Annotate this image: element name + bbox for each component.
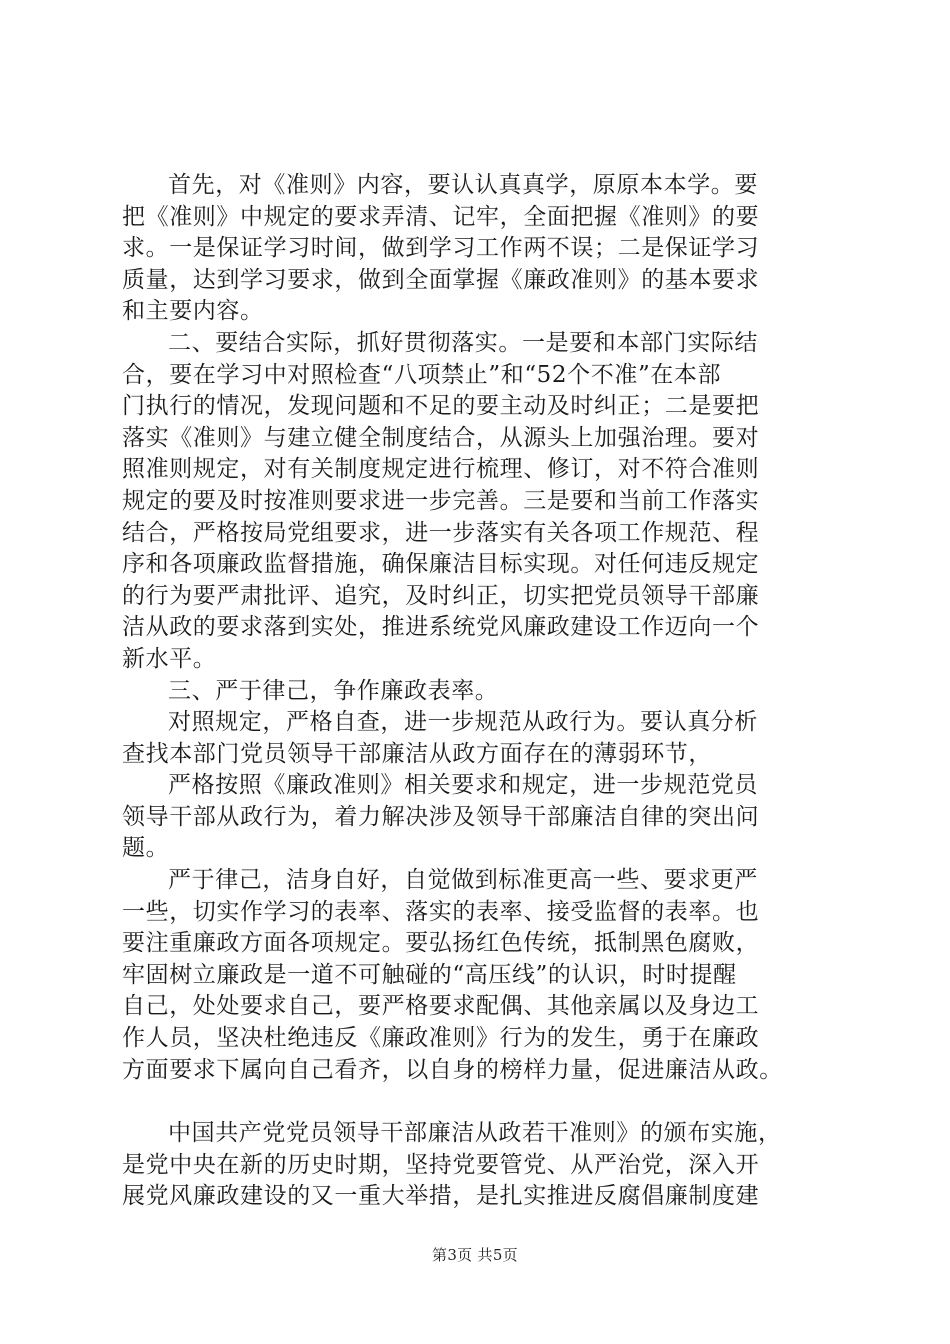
- paragraph-gap: [122, 1086, 832, 1118]
- paragraph-line: 自己，处处要求自己，要严格要求配偶、其他亲属以及身边工: [122, 993, 760, 1020]
- paragraph-line: 严于律己，洁身自好，自觉做到标准更高一些、要求更严: [168, 867, 758, 894]
- paragraph-line: 领导干部从政行为，着力解决涉及领导干部廉洁自律的突出问: [122, 803, 760, 830]
- paragraph-line: 求。一是保证学习时间，做到学习工作两不误；二是保证学习: [122, 235, 760, 262]
- paragraph-line: 展党风廉政建设的又一重大举措，是扎实推进反腐倡廉制度建: [122, 1183, 760, 1210]
- paragraph-line: 和主要内容。: [122, 298, 264, 325]
- page-number-label: 第3页 共5页: [432, 1246, 518, 1264]
- paragraph-line: 是党中央在新的历史时期，坚持党要管党、从严治党，深入开: [122, 1151, 760, 1178]
- paragraph-line: 要注重廉政方面各项规定。要弘扬红色传统，抵制黑色腐败，: [122, 930, 760, 957]
- paragraph-line: 把《准则》中规定的要求弄清、记牢，全面把握《准则》的要: [122, 203, 760, 230]
- paragraph-line: 方面要求下属向自己看齐，以自身的榜样力量，促进廉洁从政。: [122, 1056, 783, 1083]
- paragraph-line: 结合，严格按局党组要求，进一步落实有关各项工作规范、程: [122, 519, 760, 546]
- paragraph-line: 首先，对《准则》内容，要认认真真学，原原本本学。要: [168, 172, 758, 198]
- paragraph-line: 一些，切实作学习的表率、落实的表率、接受监督的表率。也: [122, 898, 760, 925]
- paragraph-line: 洁从政的要求落到实处，推进系统党风廉政建设工作迈向一个: [122, 614, 760, 641]
- paragraph-line: 的行为要严肃批评、追究，及时纠正，切实把党员领导干部廉: [122, 582, 760, 609]
- paragraph-line: 牢固树立廉政是一道不可触碰的“高压线”的认识，时时提醒: [122, 961, 737, 988]
- section-heading-line: 二、要结合实际，抓好贯彻落实。一是要和本部门实际结: [168, 329, 758, 356]
- paragraph-line: 质量，达到学习要求，做到全面掌握《廉政准则》的基本要求: [122, 266, 760, 293]
- page-footer: [0, 1244, 950, 1265]
- paragraph-line: 照准则规定，对有关制度规定进行梳理、修订，对不符合准则: [122, 456, 760, 483]
- paragraph-line: 对照规定，严格自查，进一步规范从政行为。要认真分析: [168, 709, 758, 736]
- section-heading-line: 三、严于律己，争作廉政表率。: [168, 677, 499, 704]
- paragraph-line: 题。: [122, 835, 170, 862]
- paragraph-line: 中国共产党党员领导干部廉洁从政若干准则》的颁布实施，: [168, 1120, 782, 1147]
- paragraph-line: 严格按照《廉政准则》相关要求和规定，进一步规范党员: [168, 772, 758, 799]
- paragraph-line: 落实《准则》与建立健全制度结合，从源头上加强治理。要对: [122, 424, 760, 451]
- paragraph-line: 查找本部门党员领导干部廉洁从政方面存在的薄弱环节，: [122, 740, 712, 767]
- paragraph-line: 门执行的情况，发现问题和不足的要主动及时纠正；二是要把: [122, 393, 760, 420]
- paragraph-line: 序和各项廉政监督措施，确保廉洁目标实现。对任何违反规定: [122, 551, 760, 578]
- paragraph-line: 合，要在学习中对照检查“八项禁止”和“52个不准”在本部: [122, 361, 722, 388]
- document-body: [122, 170, 832, 1213]
- paragraph-line: 新水平。: [122, 645, 217, 672]
- paragraph-line: 规定的要及时按准则要求进一步完善。三是要和当前工作落实: [122, 487, 760, 514]
- paragraph-line: 作人员，坚决杜绝违反《廉政准则》行为的发生，勇于在廉政: [122, 1025, 760, 1052]
